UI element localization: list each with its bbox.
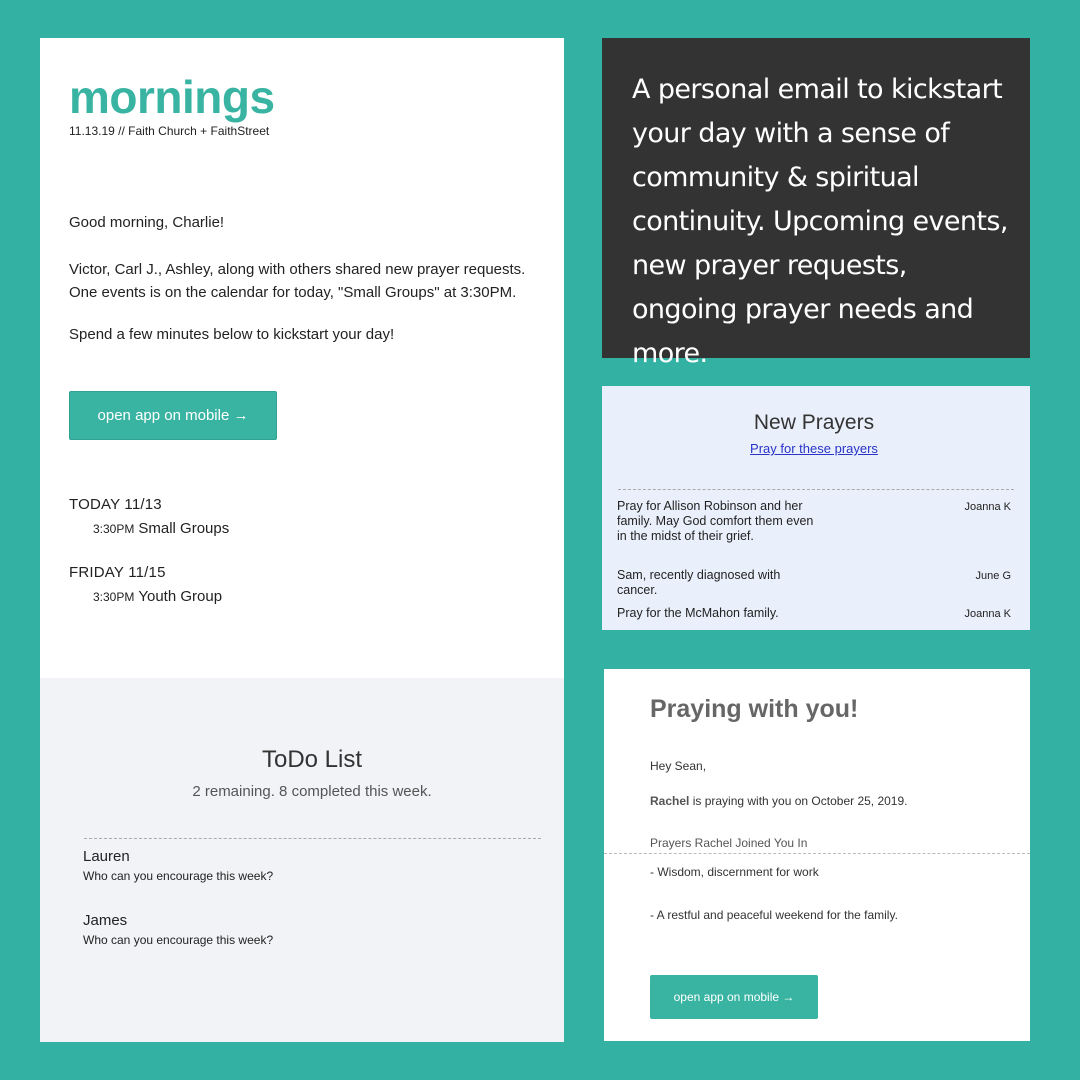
todo-title: ToDo List — [261, 746, 363, 773]
open-app-button[interactable]: open app on mobile → — [69, 391, 277, 440]
divider — [604, 853, 1030, 854]
pray-for-these-link[interactable]: Pray for these prayers — [750, 441, 878, 456]
prayer-author: June G — [975, 570, 1011, 582]
event-item — [93, 588, 222, 605]
todo-summary: 2 remaining. 8 completed this week. — [192, 783, 432, 800]
event-day: TODAY 11/13 — [69, 496, 162, 513]
email-greeting: Good morning, Charlie! — [69, 214, 225, 231]
intro-line: One events is on the calendar for today, "Small Groups" at 3:30PM. — [69, 284, 517, 301]
todo-person: Lauren — [83, 848, 130, 865]
praying-with-you-card — [604, 669, 1030, 1041]
praying-greeting: Hey Sean, — [650, 759, 707, 773]
divider — [618, 489, 1014, 490]
new-prayers-card — [602, 386, 1030, 630]
todo-question: Who can you encourage this week? — [83, 933, 274, 947]
event-item — [93, 520, 229, 537]
joined-prayer-item: - Wisdom, discernment for work — [650, 865, 819, 879]
todo-question: Who can you encourage this week? — [83, 869, 274, 883]
kickstart-text: Spend a few minutes below to kickstart your day! — [69, 326, 395, 343]
email-body — [40, 38, 564, 678]
promo-text: A personal email to kickstart your day with a sense of community & spiritual continuity. Upcoming events, new prayer requests, ongoing prayer needs and more. — [632, 74, 1008, 369]
intro-line: Victor, Carl J., Ashley, along with others shared new prayer requests. — [69, 261, 526, 278]
praying-title: Praying with you! — [650, 695, 859, 723]
praying-statement — [650, 794, 908, 808]
prayer-request: Sam, recently diagnosed with cancer. — [617, 568, 781, 597]
event-time: 3:30PM — [93, 590, 135, 604]
morning-email-card — [40, 38, 564, 1042]
open-app-button[interactable]: open app on mobile → — [650, 975, 818, 1019]
prayer-request: Pray for the McMahon family. — [617, 606, 779, 620]
event-name: Small Groups — [138, 520, 230, 537]
event-day: FRIDAY 11/15 — [69, 564, 166, 581]
event-time: 3:30PM — [93, 522, 135, 536]
todo-section — [40, 678, 564, 1042]
praying-date-text: is praying with you on October 25, 2019. — [689, 794, 908, 808]
joined-prayers-heading: Prayers Rachel Joined You In — [650, 836, 808, 850]
email-dateline: 11.13.19 // Faith Church + FaithStreet — [69, 124, 270, 138]
divider — [84, 838, 541, 839]
joined-prayer-item: - A restful and peaceful weekend for the family. — [650, 908, 898, 922]
event-name: Youth Group — [138, 588, 223, 605]
praying-person: Rachel — [650, 794, 690, 808]
prayer-author: Joanna K — [964, 501, 1011, 513]
brand-logo: mornings — [69, 71, 275, 123]
prayer-author: Joanna K — [964, 608, 1011, 620]
promo-card — [602, 38, 1030, 369]
email-intro — [69, 258, 549, 304]
todo-person: James — [83, 912, 128, 929]
prayer-request: Pray for Allison Robinson and her family. May God comfort them even in the midst of their grief. — [617, 499, 814, 543]
new-prayers-title: New Prayers — [753, 411, 875, 434]
